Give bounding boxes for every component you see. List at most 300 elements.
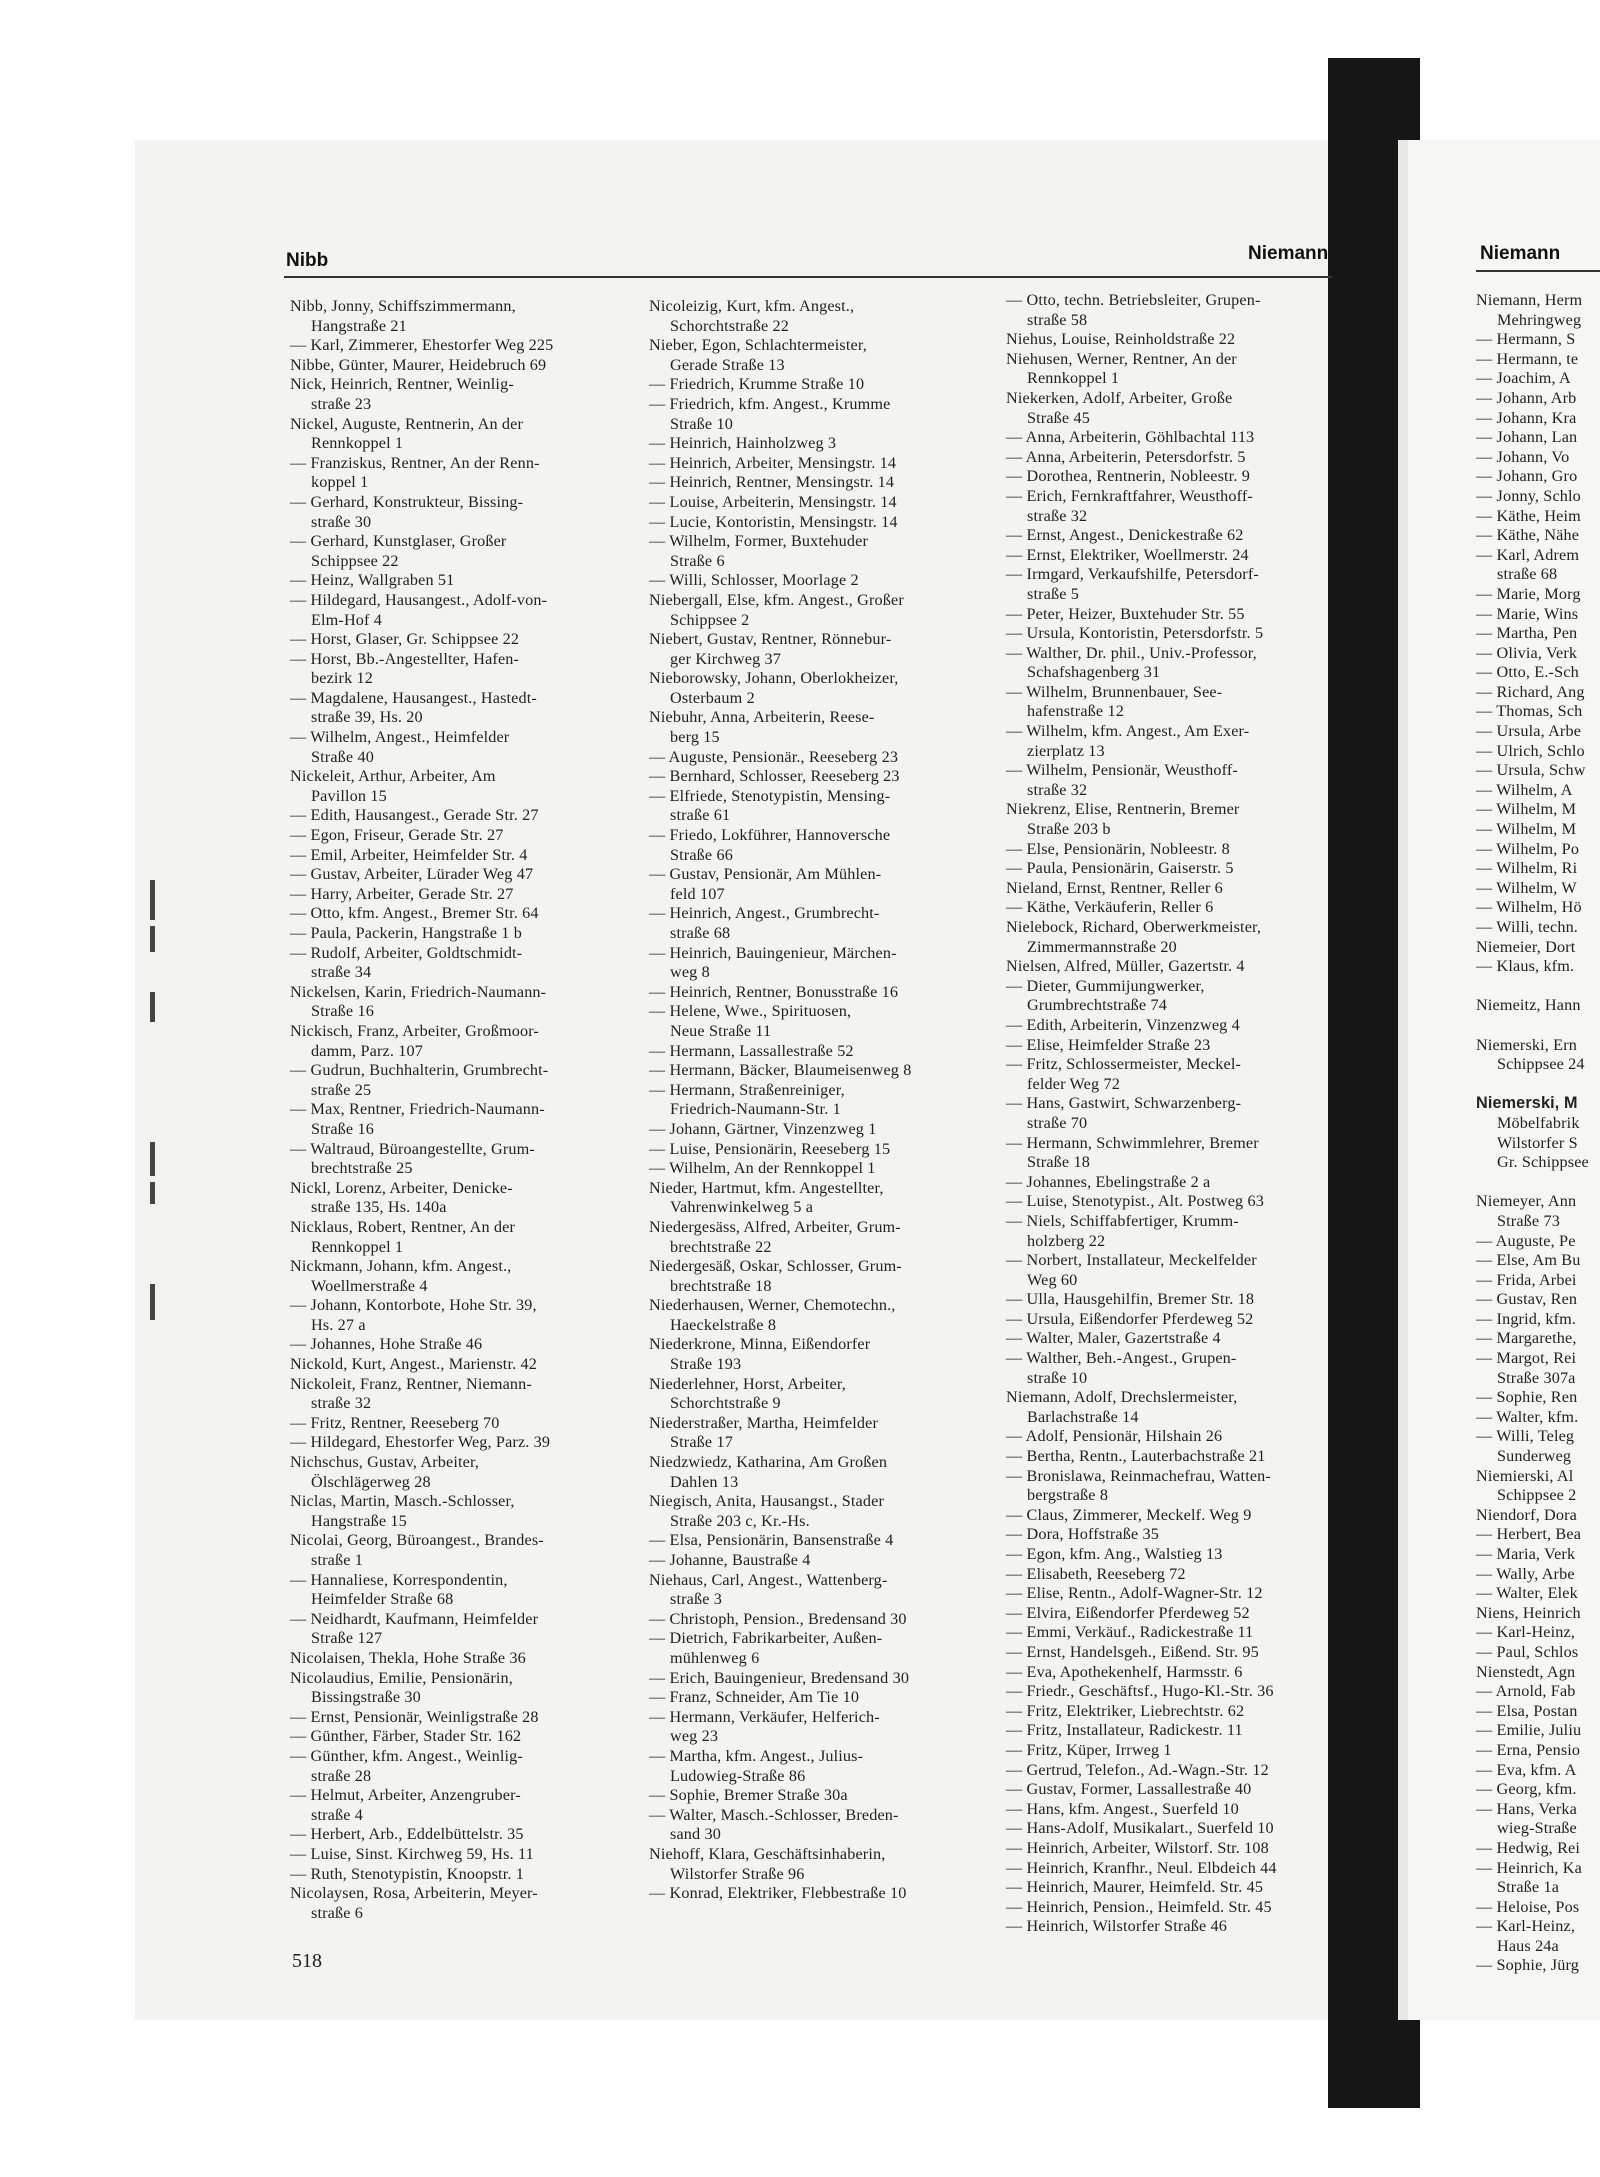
directory-entry-line: Bissingstraße 30 [311, 1688, 421, 1707]
directory-entry-line: wieg-Straße [1497, 1819, 1577, 1838]
entry-spacer [1476, 977, 1600, 997]
directory-entry-line: — Egon, Friseur, Gerade Str. 27 [290, 826, 504, 845]
directory-entry-line: — Fritz, Schlossermeister, Meckel- [1006, 1055, 1242, 1074]
directory-entry-line: straße 4 [311, 1805, 363, 1824]
directory-entry-line: Hangstraße 15 [311, 1511, 407, 1530]
directory-entry-line: Rennkoppel 1 [311, 434, 404, 453]
directory-entry-line: — Johann, Arb [1476, 388, 1577, 407]
directory-entry-line: — Johann, Kra [1476, 408, 1577, 427]
directory-entry-line: — Luise, Pensionärin, Reeseberg 15 [649, 1139, 891, 1158]
directory-entry-line: Schippsee 22 [311, 551, 399, 570]
directory-entry-line: — Ernst, Handelsgeh., Eißend. Str. 95 [1006, 1642, 1259, 1661]
directory-entry-line: — Hans, Gastwirt, Schwarzenberg- [1006, 1094, 1242, 1113]
directory-entry-line: Dahlen 13 [670, 1472, 739, 1491]
directory-entry-line: — Walter, Masch.-Schlosser, Breden- [649, 1805, 899, 1824]
directory-entry-line: — Elisabeth, Reeseberg 72 [1006, 1564, 1186, 1583]
directory-entry-line: — Sophie, Jürg [1476, 1956, 1579, 1975]
directory-entry-line: Niendorf, Dora [1476, 1505, 1577, 1524]
directory-entry-line: — Elfriede, Stenotypistin, Mensing- [649, 786, 891, 805]
directory-entry-line: — Ulla, Hausgehilfin, Bremer Str. 18 [1006, 1290, 1255, 1309]
directory-entry-line: — Johann, Vo [1476, 447, 1570, 466]
directory-entry-line: Niemann, Herm [1476, 291, 1583, 309]
directory-entry-line: — Heinrich, Pension., Heimfeld. Str. 45 [1006, 1897, 1272, 1916]
directory-entry-line: Straße 66 [670, 845, 733, 864]
directory-entry-line: — Johann, Gärtner, Vinzenzweg 1 [649, 1119, 877, 1138]
directory-entry-line: Möbelfabrik [1497, 1113, 1580, 1132]
directory-entry-line: — Günther, kfm. Angest., Weinlig- [290, 1746, 523, 1765]
directory-entry-line: — Anna, Arbeiterin, Petersdorfstr. 5 [1006, 447, 1246, 466]
directory-entry-line: — Walther, Dr. phil., Univ.-Professor, [1006, 643, 1257, 662]
directory-entry-line: Hangstraße 21 [311, 316, 407, 335]
directory-entry-line: — Wilhelm, Ri [1476, 859, 1578, 878]
directory-entry-line: — Friedrich, Krumme Straße 10 [649, 375, 865, 394]
directory-entry-line: — Wilhelm, W [1476, 878, 1577, 897]
directory-entry-line: Haus 24a [1497, 1936, 1559, 1955]
directory-entry-line: — Heinrich, Arbeiter, Wilstorf. Str. 108 [1006, 1838, 1269, 1857]
directory-entry-line: — Sophie, Bremer Straße 30a [649, 1786, 848, 1805]
directory-entry-line: — Margot, Rei [1476, 1349, 1577, 1368]
directory-entry-line: — Ursula, Kontoristin, Petersdorfstr. 5 [1006, 624, 1264, 643]
directory-entry-line: — Wilhelm, An der Rennkoppel 1 [649, 1159, 876, 1178]
directory-entry-line: weg 8 [670, 963, 710, 982]
directory-entry-line: Wilstorfer S [1497, 1133, 1578, 1152]
directory-entry-line: — Else, Pensionärin, Nobleestr. 8 [1006, 839, 1230, 858]
directory-entry-line: Niederhausen, Werner, Chemotechn., [649, 1296, 896, 1315]
directory-entry-line: — Wilhelm, M [1476, 800, 1577, 819]
directory-entry-line: straße 68 [670, 924, 731, 942]
directory-entry-line: — Hermann, Verkäufer, Helferich- [649, 1707, 880, 1726]
directory-entry-line: — Egon, kfm. Ang., Walstieg 13 [1006, 1545, 1223, 1563]
directory-entry-line: — Eva, Apothekenhelf, Harmsstr. 6 [1006, 1662, 1243, 1681]
directory-entry-line: — Otto, techn. Betriebsleiter, Grupen- [1006, 291, 1261, 309]
directory-entry-line: — Neidhardt, Kaufmann, Heimfelder [290, 1609, 539, 1628]
directory-entry-line: — Wilhelm, Po [1476, 839, 1580, 858]
directory-column-3 [1006, 291, 1336, 1937]
directory-entry-line: — Walter, kfm. [1476, 1407, 1579, 1426]
next-page-header-rule [1476, 270, 1600, 272]
directory-entry-line: — Walter, Maler, Gazertstraße 4 [1006, 1329, 1221, 1348]
directory-entry-line: Rennkoppel 1 [1027, 369, 1120, 388]
directory-entry-line: Neue Straße 11 [670, 1021, 772, 1040]
directory-entry-line: — Heinrich, Ka [1476, 1858, 1582, 1877]
directory-entry-line: Niedzwiedz, Katharina, Am Großen [649, 1453, 888, 1472]
directory-entry-line: — Helene, Wwe., Spirituosen, [649, 1002, 852, 1021]
directory-entry-line: — Else, Am Bu [1476, 1251, 1581, 1270]
next-page-header: Niemann [1480, 243, 1561, 264]
directory-entry-line: — Heinrich, Hainholzweg 3 [649, 434, 837, 453]
directory-entry-line: — Hermann, Bäcker, Blaumeisenweg 8 [649, 1061, 912, 1080]
directory-entry-line: — Hermann, Lassallestraße 52 [649, 1041, 854, 1060]
directory-entry-line: Nichschus, Gustav, Arbeiter, [290, 1453, 480, 1472]
directory-entry-line: — Max, Rentner, Friedrich-Naumann- [290, 1100, 545, 1119]
directory-entry-line: — Adolf, Pensionär, Hilshain 26 [1006, 1427, 1223, 1446]
directory-entry-line: — Ernst, Pensionär, Weinligstraße 28 [290, 1707, 539, 1726]
directory-entry-line: — Sophie, Ren [1476, 1388, 1578, 1407]
directory-entry-line: — Emilie, Juliu [1476, 1721, 1582, 1740]
directory-entry-line: — Fritz, Rentner, Reeseberg 70 [290, 1413, 500, 1432]
directory-entry-line: — Niels, Schiffabfertiger, Krumm- [1006, 1211, 1239, 1230]
directory-entry-line: Schippsee 2 [1497, 1486, 1577, 1505]
directory-entry-line: Nielsen, Alfred, Müller, Gazertstr. 4 [1006, 957, 1245, 976]
directory-entry-line: — Ernst, Elektriker, Woellmerstr. 24 [1006, 545, 1249, 564]
directory-entry-line: — Joachim, A [1476, 369, 1571, 388]
directory-entry-line: Nicolai, Georg, Büroangest., Brandes- [290, 1531, 544, 1550]
directory-entry-line: berg 15 [670, 728, 720, 747]
directory-entry-line: Nickel, Auguste, Rentnerin, An der [290, 414, 524, 433]
directory-entry-line: — Hans, kfm. Angest., Suerfeld 10 [1006, 1799, 1239, 1818]
directory-entry-line: — Erna, Pensio [1476, 1740, 1581, 1759]
directory-entry-line: Nicolaisen, Thekla, Hohe Straße 36 [290, 1648, 526, 1667]
directory-entry-line: Wilstorfer Straße 96 [670, 1864, 805, 1883]
directory-entry-line: hafenstraße 12 [1027, 702, 1124, 721]
directory-entry-line: — Johann, Lan [1476, 428, 1578, 447]
directory-entry-line: Niebuhr, Anna, Arbeiterin, Reese- [649, 708, 875, 727]
directory-entry-line: — Horst, Bb.-Angestellter, Hafen- [290, 649, 520, 668]
directory-entry-line: — Wilhelm, Hö [1476, 898, 1582, 917]
entry-spacer [1476, 1075, 1600, 1095]
directory-entry-line: bezirk 12 [311, 669, 374, 688]
directory-entry-line: weg 23 [670, 1727, 719, 1746]
directory-entry-line: straße 61 [670, 806, 731, 825]
directory-entry-line: straße 70 [1027, 1113, 1088, 1132]
directory-entry-line: — Klaus, kfm. [1476, 957, 1575, 976]
directory-entry-line: — Arnold, Fab [1476, 1682, 1576, 1701]
directory-entry-line: brechtstraße 18 [670, 1276, 772, 1295]
directory-entry-line: Woellmerstraße 4 [311, 1276, 428, 1295]
directory-entry-line: — Konrad, Elektriker, Flebbestraße 10 [649, 1884, 907, 1903]
directory-entry-line: Nibbe, Günter, Maurer, Heidebruch 69 [290, 355, 547, 374]
directory-entry-line: Nibb, Jonny, Schiffszimmermann, [290, 297, 516, 315]
directory-entry-line: — Johannes, Ebelingstraße 2 a [1006, 1172, 1211, 1191]
directory-entry-line: Niemerski, Ern [1476, 1035, 1577, 1054]
directory-entry-line: straße 39, Hs. 20 [311, 708, 423, 727]
directory-entry-line: — Willi, techn. [1476, 918, 1579, 936]
directory-entry-line: — Hildegard, Ehestorfer Weg, Parz. 39 [290, 1433, 551, 1452]
directory-entry-line: — Thomas, Sch [1476, 702, 1583, 721]
directory-entry-line: — Marie, Wins [1476, 604, 1579, 623]
directory-entry-line: Schorchtstraße 9 [670, 1394, 781, 1413]
directory-entry-line: — Heinrich, Angest., Grumbrecht- [649, 904, 880, 923]
directory-entry-line: — Elsa, Postan [1476, 1701, 1578, 1720]
directory-entry-line: Niehoff, Klara, Geschäftsinhaberin, [649, 1844, 886, 1863]
directory-entry-line: — Fritz, Küper, Irrweg 1 [1006, 1740, 1172, 1759]
directory-entry-line: — Gerhard, Konstrukteur, Bissing- [290, 492, 524, 511]
directory-entry-line: Niemeier, Dort [1476, 937, 1576, 956]
directory-entry-line: Sunderweg [1497, 1447, 1572, 1466]
directory-entry-line: — Heinrich, Arbeiter, Mensingstr. 14 [649, 453, 897, 472]
directory-entry-line: — Margarethe, [1476, 1329, 1577, 1348]
directory-entry-line: Nieder, Hartmut, kfm. Angestellter, [649, 1178, 884, 1197]
directory-entry-line: — Käthe, Nähe [1476, 526, 1580, 545]
directory-entry-line: straße 32 [1027, 506, 1088, 525]
directory-entry-line: — Edith, Arbeiterin, Vinzenzweg 4 [1006, 1015, 1240, 1034]
directory-entry-line: Niehaus, Carl, Angest., Wattenberg- [649, 1570, 888, 1589]
directory-entry-line: — Hans, Verka [1476, 1799, 1578, 1818]
directory-entry-line: holzberg 22 [1027, 1231, 1106, 1250]
directory-entry-line: — Wilhelm, M [1476, 820, 1577, 839]
directory-entry-line: — Maria, Verk [1476, 1545, 1576, 1563]
directory-entry-line: — Heinrich, Bauingenieur, Märchen- [649, 943, 897, 962]
directory-entry-line: — Gustav, Former, Lassallestraße 40 [1006, 1780, 1252, 1799]
directory-entry-line: Nienstedt, Agn [1476, 1662, 1576, 1681]
directory-entry-line: Nickmann, Johann, kfm. Angest., [290, 1257, 512, 1276]
directory-entry-line: — Johann, Kontorbote, Hohe Str. 39, [290, 1296, 537, 1315]
directory-entry-line: — Wally, Arbe [1476, 1564, 1575, 1583]
directory-entry-line: — Irmgard, Verkaufshilfe, Petersdorf- [1006, 565, 1259, 584]
directory-entry-line: straße 5 [1027, 584, 1079, 603]
directory-entry-line: Nicolaysen, Rosa, Arbeiterin, Meyer- [290, 1884, 538, 1903]
directory-entry-line: Niemerski, M [1476, 1094, 1578, 1113]
directory-entry-line: — Ruth, Stenotypistin, Knoopstr. 1 [290, 1864, 524, 1883]
directory-entry-line: — Ursula, Eißendorfer Pferdeweg 52 [1006, 1309, 1254, 1328]
header-rule [284, 276, 1332, 278]
directory-entry-line: — Willi, Schlosser, Moorlage 2 [649, 571, 859, 590]
directory-entry-line: — Wilhelm, Former, Buxtehuder [649, 532, 868, 551]
directory-entry-line: — Hermann, Straßenreiniger, [649, 1080, 845, 1099]
directory-entry-line: straße 135, Hs. 140a [311, 1198, 447, 1217]
directory-entry-line: — Heinz, Wallgraben 51 [290, 571, 455, 590]
directory-entry-line: Nick, Heinrich, Rentner, Weinlig- [290, 375, 514, 394]
directory-entry-line: — Jonny, Schlo [1476, 486, 1581, 505]
directory-entry-line: — Olivia, Verk [1476, 643, 1578, 662]
directory-entry-line: — Emmi, Verkäuf., Radickestraße 11 [1006, 1623, 1254, 1642]
directory-entry-line: — Luise, Stenotypist., Alt. Postweg 63 [1006, 1192, 1264, 1211]
directory-entry-line: straße 6 [311, 1903, 363, 1922]
directory-entry-line: Vahrenwinkelweg 5 a [670, 1198, 814, 1217]
directory-entry-line: — Erich, Fernkraftfahrer, Weusthoff- [1006, 486, 1253, 505]
directory-entry-line: brechtstraße 22 [670, 1237, 772, 1256]
directory-entry-line: — Hermann, Schwimmlehrer, Bremer [1006, 1133, 1259, 1152]
directory-entry-line: Niens, Heinrich [1476, 1603, 1581, 1622]
directory-entry-line: — Heloise, Pos [1476, 1897, 1580, 1916]
directory-entry-line: straße 3 [670, 1590, 722, 1609]
directory-entry-line: — Fritz, Installateur, Radickestr. 11 [1006, 1721, 1243, 1740]
directory-entry-line: — Wilhelm, Pensionär, Weusthoff- [1006, 761, 1238, 780]
entry-spacer [1476, 1173, 1600, 1193]
directory-entry-line: — Erich, Bauingenieur, Bredensand 30 [649, 1668, 910, 1687]
directory-entry-line: Straße 203 b [1027, 820, 1111, 839]
directory-entry-line: — Elise, Heimfelder Straße 23 [1006, 1035, 1211, 1054]
directory-entry-line: — Walter, Elek [1476, 1584, 1578, 1603]
directory-entry-line: Straße 45 [1027, 408, 1090, 427]
directory-entry-line: Friedrich-Naumann-Str. 1 [670, 1100, 841, 1119]
directory-entry-line: — Auguste, Pensionär., Reeseberg 23 [649, 747, 899, 766]
directory-entry-line: — Käthe, Heim [1476, 506, 1581, 525]
directory-entry-line: straße 32 [311, 1394, 372, 1413]
gutter-edge [1398, 140, 1408, 2020]
directory-entry-line: Straße 40 [311, 747, 374, 766]
directory-entry-line: Nickisch, Franz, Arbeiter, Großmoor- [290, 1021, 539, 1040]
directory-entry-line: felder Weg 72 [1027, 1074, 1120, 1093]
directory-entry-line: — Rudolf, Arbeiter, Goldtschmidt- [290, 943, 523, 962]
directory-entry-line: zierplatz 13 [1027, 741, 1105, 760]
directory-entry-line: — Edith, Hausangest., Gerade Str. 27 [290, 806, 539, 825]
directory-entry-line: — Karl, Zimmerer, Ehestorfer Weg 225 [290, 336, 554, 355]
directory-entry-line: Schorchtstraße 22 [670, 316, 789, 335]
directory-entry-line: Nicolaudius, Emilie, Pensionärin, [290, 1668, 513, 1687]
directory-entry-line: — Friedr., Geschäftsf., Hugo-Kl.-Str. 36 [1006, 1682, 1274, 1701]
directory-entry-line: — Helmut, Arbeiter, Anzengruber- [290, 1786, 521, 1805]
directory-entry-line: — Otto, E.-Sch [1476, 663, 1579, 682]
directory-entry-line: mühlenweg 6 [670, 1648, 760, 1667]
directory-entry-line: — Wilhelm, Brunnenbauer, See- [1006, 682, 1223, 701]
directory-entry-line: Straße 203 c, Kr.-Hs. [670, 1511, 810, 1530]
directory-entry-line: — Herbert, Arb., Eddelbüttelstr. 35 [290, 1825, 524, 1844]
directory-entry-line: — Karl-Heinz, [1476, 1917, 1576, 1936]
directory-entry-line: Straße 16 [311, 1119, 374, 1138]
directory-entry-line: Schafshagenberg 31 [1027, 663, 1161, 682]
directory-entry-line: Straße 17 [670, 1433, 733, 1452]
directory-entry-line: — Heinrich, Rentner, Bonusstraße 16 [649, 982, 899, 1001]
directory-entry-line: — Horst, Glaser, Gr. Schippsee 22 [290, 630, 520, 649]
directory-entry-line: Nieber, Egon, Schlachtermeister, [649, 336, 867, 355]
directory-entry-line: — Dora, Hoffstraße 35 [1006, 1525, 1159, 1544]
directory-entry-line: Niederkrone, Minna, Eißendorfer [649, 1335, 871, 1354]
directory-entry-line: damm, Parz. 107 [311, 1041, 423, 1060]
directory-entry-line: Niederstraßer, Martha, Heimfelder [649, 1413, 879, 1432]
directory-entry-line: — Wilhelm, A [1476, 780, 1573, 799]
directory-entry-line: — Käthe, Verkäuferin, Reller 6 [1006, 898, 1214, 917]
directory-entry-line: Niedergesäß, Oskar, Schlosser, Grum- [649, 1257, 902, 1276]
directory-entry-line: — Herbert, Bea [1476, 1525, 1582, 1544]
directory-entry-line: Straße 16 [311, 1002, 374, 1021]
directory-entry-line: Straße 307a [1497, 1368, 1576, 1387]
directory-entry-line: — Friedo, Lokführer, Hannoversche [649, 826, 891, 845]
page-number: 518 [292, 1950, 322, 1972]
directory-entry-line: — Johannes, Hohe Straße 46 [290, 1335, 483, 1354]
page-header-left: Nibb [286, 250, 329, 271]
directory-entry-line: — Karl-Heinz, [1476, 1623, 1576, 1642]
directory-entry-line: — Claus, Zimmerer, Meckelf. Weg 9 [1006, 1505, 1252, 1524]
directory-entry-line: — Hermann, S [1476, 330, 1576, 349]
directory-entry-line: — Gustav, Arbeiter, Lürader Weg 47 [290, 865, 534, 884]
directory-entry-line: Gerade Straße 13 [670, 355, 785, 374]
directory-entry-line: — Johanne, Baustraße 4 [649, 1551, 811, 1569]
directory-entry-line: — Karl, Adrem [1476, 545, 1580, 564]
directory-entry-line: Mehringweg [1497, 310, 1582, 329]
directory-entry-line: brechtstraße 25 [311, 1159, 413, 1178]
directory-entry-line: Nielebock, Richard, Oberwerkmeister, [1006, 918, 1262, 936]
directory-entry-line: — Gudrun, Buchhalterin, Grumbrecht- [290, 1061, 549, 1080]
directory-column-2 [649, 297, 989, 1904]
directory-entry-line: Niekrenz, Elise, Rentnerin, Bremer [1006, 800, 1240, 819]
directory-entry-line: — Anna, Arbeiterin, Göhlbachtal 113 [1006, 428, 1255, 447]
directory-entry-line: Nickelsen, Karin, Friedrich-Naumann- [290, 982, 547, 1001]
directory-entry-line: Straße 10 [670, 414, 733, 433]
directory-entry-line: Ölschlägerweg 28 [311, 1472, 431, 1491]
directory-entry-line: — Ingrid, kfm. [1476, 1309, 1577, 1328]
directory-entry-line: — Franziskus, Rentner, An der Renn- [290, 453, 540, 472]
directory-entry-line: bergstraße 8 [1027, 1486, 1109, 1505]
directory-entry-line: — Willi, Teleg [1476, 1427, 1575, 1446]
directory-entry-line: — Richard, Ang [1476, 682, 1585, 701]
directory-entry-line: — Dietrich, Fabrikarbeiter, Außen- [649, 1629, 883, 1648]
directory-entry-line: — Günther, Färber, Stader Str. 162 [290, 1727, 522, 1746]
directory-entry-line: — Hermann, te [1476, 349, 1579, 368]
directory-entry-line: Niedergesäss, Alfred, Arbeiter, Grum- [649, 1217, 901, 1236]
directory-entry-line: Niegisch, Anita, Hausangst., Stader [649, 1492, 884, 1511]
directory-entry-line: Nickl, Lorenz, Arbeiter, Denicke- [290, 1178, 513, 1197]
directory-entry-line: Zimmermannstraße 20 [1027, 937, 1177, 956]
directory-entry-line: Osterbaum 2 [670, 688, 755, 707]
directory-entry-line: Ludowieg-Straße 86 [670, 1766, 806, 1785]
directory-entry-line: Barlachstraße 14 [1027, 1407, 1139, 1426]
margin-marks [150, 880, 170, 1500]
directory-entry-line: — Norbert, Installateur, Meckelfelder [1006, 1251, 1257, 1270]
directory-entry-line: straße 34 [311, 963, 372, 982]
directory-entry-line: Nieland, Ernst, Rentner, Reller 6 [1006, 878, 1223, 897]
directory-entry-line: Niclas, Martin, Masch.-Schlosser, [290, 1492, 515, 1511]
directory-entry-line: feld 107 [670, 884, 725, 903]
directory-entry-line: — Dieter, Gummijungwerker, [1006, 976, 1205, 995]
directory-entry-line: Nicoleizig, Kurt, kfm. Angest., [649, 297, 855, 315]
directory-entry-line: straße 23 [311, 394, 372, 413]
directory-entry-line: — Auguste, Pe [1476, 1231, 1576, 1250]
directory-entry-line: — Gerhard, Kunstglaser, Großer [290, 532, 507, 551]
directory-entry-line: — Luise, Sinst. Kirchweg 59, Hs. 11 [290, 1844, 534, 1863]
directory-entry-line: Nieborowsky, Johann, Oberlokheizer, [649, 669, 899, 688]
directory-entry-line: straße 30 [311, 512, 372, 531]
directory-entry-line: Pavillon 15 [311, 786, 387, 805]
directory-entry-line: — Heinrich, Wilstorfer Straße 46 [1006, 1917, 1227, 1936]
directory-entry-line: ger Kirchweg 37 [670, 649, 782, 668]
directory-entry-line: straße 58 [1027, 310, 1088, 329]
directory-entry-line: — Franz, Schneider, Am Tie 10 [649, 1688, 860, 1707]
directory-entry-line: sand 30 [670, 1825, 721, 1844]
directory-entry-line: — Peter, Heizer, Buxtehuder Str. 55 [1006, 604, 1245, 623]
directory-entry-line: — Marie, Morg [1476, 584, 1581, 603]
directory-entry-line: Straße 18 [1027, 1153, 1090, 1172]
directory-entry-line: — Hildegard, Hausangest., Adolf-von- [290, 590, 548, 609]
entry-spacer [1476, 1016, 1600, 1036]
directory-entry-line: — Wilhelm, Angest., Heimfelder [290, 728, 510, 747]
directory-entry-line: Nickold, Kurt, Angest., Marienstr. 42 [290, 1355, 537, 1374]
directory-entry-line: — Hedwig, Rei [1476, 1838, 1581, 1857]
directory-entry-line: — Johann, Gro [1476, 467, 1578, 486]
directory-entry-line: Schippsee 2 [670, 610, 750, 629]
directory-entry-line: Straße 193 [670, 1355, 742, 1374]
directory-entry-line: — Bernhard, Schlosser, Reeseberg 23 [649, 767, 900, 786]
directory-entry-line: — Waltraud, Büroangestellte, Grum- [290, 1139, 535, 1158]
directory-entry-line: — Bronislawa, Reinmachefrau, Watten- [1006, 1466, 1271, 1485]
directory-entry-line: — Gustav, Ren [1476, 1290, 1578, 1309]
directory-entry-line: — Ernst, Angest., Denickestraße 62 [1006, 526, 1244, 545]
directory-entry-line: Straße 73 [1497, 1211, 1560, 1230]
directory-entry-line: — Frida, Arbei [1476, 1270, 1577, 1289]
directory-entry-line: — Paula, Pensionärin, Gaiserstr. 5 [1006, 859, 1234, 878]
directory-entry-line: — Wilhelm, kfm. Angest., Am Exer- [1006, 722, 1250, 741]
directory-entry-line: — Elvira, Eißendorfer Pferdeweg 52 [1006, 1603, 1250, 1622]
directory-entry-line: — Paul, Schlos [1476, 1642, 1579, 1661]
directory-entry-line: straße 32 [1027, 780, 1088, 799]
directory-entry-line: — Gustav, Pensionär, Am Mühlen- [649, 865, 882, 884]
directory-entry-line: Nicklaus, Robert, Rentner, An der [290, 1217, 516, 1236]
directory-entry-line: Niekerken, Adolf, Arbeiter, Große [1006, 388, 1233, 407]
directory-entry-line: — Ursula, Schw [1476, 761, 1586, 780]
directory-column-1 [290, 297, 630, 1923]
directory-entry-line: — Ursula, Arbe [1476, 722, 1582, 741]
directory-entry-line: Straße 127 [311, 1629, 383, 1648]
directory-entry-line: Niemeitz, Hann [1476, 996, 1581, 1015]
directory-entry-line: Niederlehner, Horst, Arbeiter, [649, 1374, 846, 1393]
directory-entry-line: — Elise, Rentn., Adolf-Wagner-Str. 12 [1006, 1584, 1263, 1603]
directory-entry-line: — Dorothea, Rentnerin, Nobleestr. 9 [1006, 467, 1250, 486]
directory-entry-line: — Heinrich, Maurer, Heimfeld. Str. 45 [1006, 1878, 1264, 1897]
directory-entry-line: Nickeleit, Arthur, Arbeiter, Am [290, 767, 496, 786]
directory-entry-line: — Harry, Arbeiter, Gerade Str. 27 [290, 884, 514, 903]
directory-entry-line: Grumbrechtstraße 74 [1027, 996, 1167, 1015]
directory-entry-line: Niemierski, Al [1476, 1466, 1574, 1485]
